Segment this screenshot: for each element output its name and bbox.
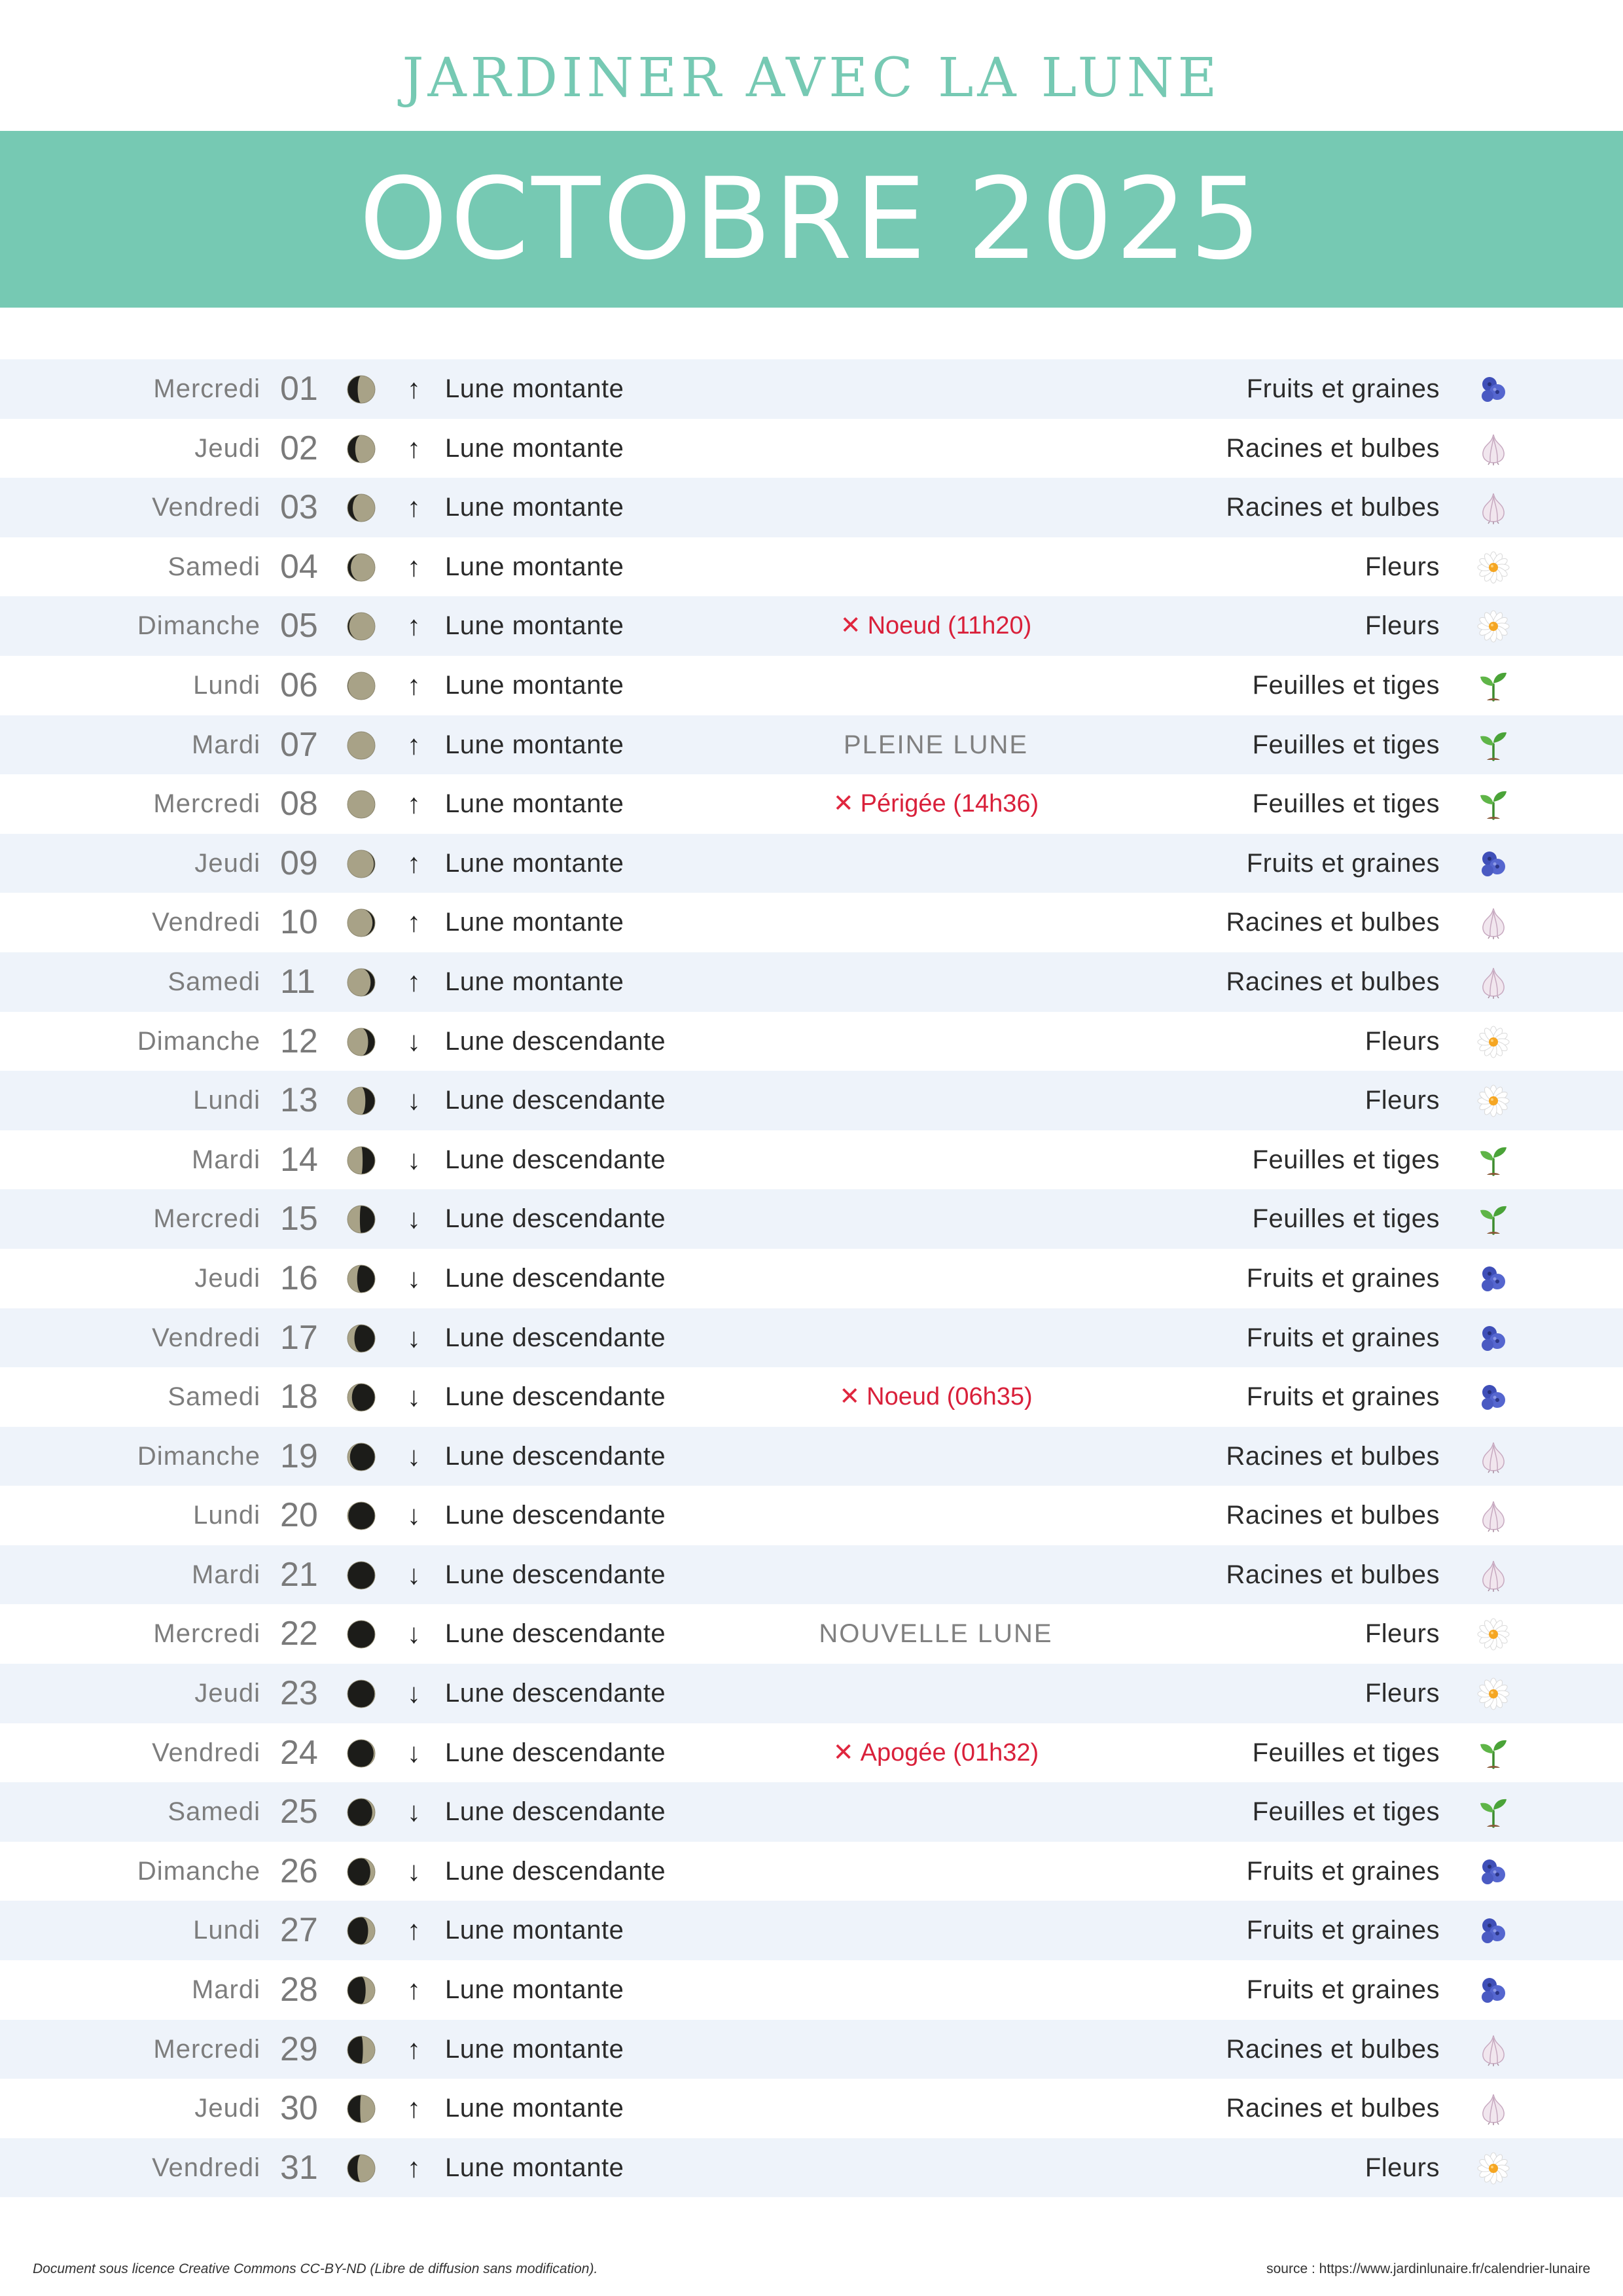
arrow-down-icon: ↓ (407, 1499, 421, 1531)
day-number: 11 (280, 962, 315, 1001)
plant-category: Fruits et graines (1246, 1856, 1440, 1886)
day-number: 01 (280, 370, 318, 408)
arrow-down-icon: ↓ (407, 1025, 421, 1056)
plant-category: Fleurs (1364, 1026, 1440, 1056)
alert-event (833, 774, 1039, 834)
arrow-down-icon: ↓ (407, 1558, 421, 1590)
plant-category: Fleurs (1364, 552, 1440, 581)
arrow-down-icon: ↓ (407, 1203, 421, 1234)
arrow-down-icon: ↓ (407, 1736, 421, 1768)
moon-phase-icon (347, 731, 376, 760)
table-row (0, 1901, 1623, 1960)
moon-direction: Lune descendante (445, 1086, 666, 1115)
garlic-icon (1476, 432, 1510, 466)
moon-direction: Lune montante (445, 1975, 624, 2005)
moon-direction: Lune descendante (445, 1797, 666, 1827)
day-name: Mercredi (153, 374, 260, 403)
table-row (0, 952, 1623, 1012)
moon-phase-icon (347, 1146, 376, 1175)
moon-phase-icon (347, 1857, 376, 1886)
event-text: Apogée (01h32) (860, 1738, 1039, 1767)
blueberry-icon (1476, 1914, 1510, 1948)
table-row (0, 1071, 1623, 1130)
day-name: Samedi (168, 1382, 260, 1412)
moon-phase-icon (347, 553, 376, 582)
moon-phase-icon (347, 908, 376, 937)
day-number: 24 (280, 1733, 318, 1772)
day-name: Jeudi (194, 1679, 260, 1708)
moon-phase-icon (347, 1561, 376, 1590)
day-name: Vendredi (152, 1738, 260, 1767)
moon-direction: Lune descendante (445, 1501, 666, 1530)
license-note: Document sous licence Creative Commons CC-BY-ND (Libre de diffusion sans modification). (33, 2261, 598, 2276)
sprout-icon (1476, 1202, 1510, 1236)
moon-phase-icon (347, 1501, 376, 1530)
day-number: 15 (280, 1200, 318, 1238)
moon-direction: Lune montante (445, 611, 624, 641)
table-row (0, 774, 1623, 834)
day-number: 12 (280, 1022, 318, 1060)
alert-event (839, 1367, 1032, 1427)
blueberry-icon (1476, 1321, 1510, 1355)
arrow-up-icon: ↑ (407, 906, 421, 938)
moon-direction: Lune montante (445, 848, 624, 878)
sprout-icon (1476, 1143, 1510, 1177)
day-name: Vendredi (152, 1323, 260, 1352)
plant-category: Fruits et graines (1246, 1975, 1440, 2005)
cross-icon: ✕ (839, 1383, 861, 1411)
table-row (0, 1189, 1623, 1249)
day-name: Mardi (191, 1560, 260, 1589)
arrow-down-icon: ↓ (407, 1796, 421, 1827)
daisy-icon (1476, 550, 1510, 584)
day-number: 17 (280, 1318, 318, 1357)
day-number: 23 (280, 1674, 318, 1713)
day-number: 07 (280, 725, 318, 764)
arrow-down-icon: ↓ (407, 1440, 421, 1471)
moon-direction: Lune montante (445, 433, 624, 463)
moon-phase-icon (347, 435, 376, 463)
moon-direction: Lune descendante (445, 1441, 666, 1471)
plant-category: Fruits et graines (1246, 1382, 1440, 1412)
day-number: 09 (280, 844, 318, 882)
day-name: Mardi (191, 1145, 260, 1174)
plant-category: Fruits et graines (1246, 848, 1440, 878)
arrow-down-icon: ↓ (407, 1381, 421, 1412)
moon-direction: Lune descendante (445, 1679, 666, 1708)
moon-direction: Lune descendante (445, 1738, 666, 1767)
moon-phase-label (819, 1604, 1052, 1664)
plant-category: Fleurs (1364, 611, 1440, 641)
day-name: Mercredi (153, 1619, 260, 1649)
table-row (0, 1367, 1623, 1427)
day-name: Mardi (191, 730, 260, 759)
page-title: JARDINER AVEC LA LUNE (402, 47, 1221, 109)
moon-phase-icon (347, 1028, 376, 1056)
cross-icon: ✕ (832, 1738, 854, 1767)
moon-phase-icon (347, 1916, 376, 1945)
event-text: Périgée (14h36) (860, 790, 1039, 818)
sprout-icon (1476, 728, 1510, 762)
moon-phase-icon (347, 1443, 376, 1471)
arrow-down-icon: ↓ (407, 1321, 421, 1353)
cross-icon: ✕ (832, 790, 854, 818)
plant-category: Feuilles et tiges (1252, 789, 1440, 819)
table-row (0, 834, 1623, 893)
table-row (0, 1960, 1623, 2020)
moon-phase-icon (347, 2036, 376, 2064)
plant-category: Fruits et graines (1246, 1263, 1440, 1293)
day-name: Samedi (168, 967, 260, 996)
day-number: 25 (280, 1793, 318, 1831)
month-title: OCTOBRE 2025 (359, 153, 1264, 285)
table-row (0, 1782, 1623, 1842)
moon-phase-label (844, 715, 1028, 775)
plant-category: Fruits et graines (1246, 374, 1440, 403)
sprout-icon (1476, 669, 1510, 703)
moon-direction: Lune descendante (445, 1619, 666, 1649)
day-name: Lundi (193, 1086, 260, 1115)
arrow-up-icon: ↑ (407, 728, 421, 760)
day-name: Jeudi (194, 433, 260, 463)
plant-category: Racines et bulbes (1226, 493, 1440, 522)
event-text: Noeud (06h35) (866, 1383, 1033, 1411)
table-row (0, 2079, 1623, 2138)
plant-category: Racines et bulbes (1226, 1501, 1440, 1530)
day-number: 03 (280, 488, 318, 527)
table-row (0, 1664, 1623, 1723)
moon-phase-icon (347, 493, 376, 522)
moon-phase-icon (347, 2094, 376, 2123)
plant-category: Feuilles et tiges (1252, 670, 1440, 700)
moon-direction: Lune descendante (445, 1145, 666, 1174)
table-row (0, 1427, 1623, 1486)
blueberry-icon (1476, 1380, 1510, 1414)
moon-direction: Lune montante (445, 493, 624, 522)
day-number: 18 (280, 1378, 318, 1416)
day-name: Jeudi (194, 1263, 260, 1293)
table-row (0, 359, 1623, 419)
table-row (0, 596, 1623, 656)
month-banner (0, 131, 1623, 308)
event-text: Noeud (11h20) (867, 612, 1032, 640)
day-number: 20 (280, 1496, 318, 1535)
moon-phase-icon (347, 968, 376, 997)
table-row (0, 1249, 1623, 1308)
day-number: 29 (280, 2030, 318, 2068)
cross-icon: ✕ (840, 612, 861, 640)
table-row (0, 1486, 1623, 1545)
garlic-icon (1476, 906, 1510, 940)
moon-direction: Lune descendante (445, 1382, 666, 1412)
sprout-icon (1476, 1795, 1510, 1829)
arrow-up-icon: ↑ (407, 373, 421, 404)
plant-category: Racines et bulbes (1226, 2094, 1440, 2123)
moon-direction: Lune montante (445, 2034, 624, 2064)
moon-direction: Lune montante (445, 789, 624, 819)
moon-direction: Lune montante (445, 552, 624, 581)
arrow-up-icon: ↑ (407, 2092, 421, 2124)
day-name: Vendredi (152, 908, 260, 937)
day-name: Dimanche (137, 1026, 260, 1056)
event-text: PLEINE LUNE (843, 730, 1029, 759)
table-row (0, 1012, 1623, 1071)
moon-direction: Lune montante (445, 908, 624, 937)
day-number: 16 (280, 1259, 318, 1297)
table-row (0, 1842, 1623, 1901)
table-row (0, 478, 1623, 537)
garlic-icon (1476, 2033, 1510, 2067)
moon-phase-icon (347, 1976, 376, 2005)
moon-phase-icon (347, 1620, 376, 1649)
sprout-icon (1476, 787, 1510, 821)
plant-category: Fleurs (1364, 2153, 1440, 2182)
blueberry-icon (1476, 1855, 1510, 1889)
moon-direction: Lune descendante (445, 1856, 666, 1886)
day-number: 08 (280, 785, 318, 823)
moon-direction: Lune montante (445, 374, 624, 403)
arrow-up-icon: ↑ (407, 1914, 421, 1946)
day-name: Lundi (193, 670, 260, 700)
table-row (0, 2020, 1623, 2079)
plant-category: Fleurs (1364, 1619, 1440, 1649)
moon-direction: Lune descendante (445, 1560, 666, 1589)
daisy-icon (1476, 1025, 1510, 1059)
table-row (0, 2138, 1623, 2198)
plant-category: Feuilles et tiges (1252, 1738, 1440, 1767)
moon-direction: Lune montante (445, 2094, 624, 2123)
moon-phase-icon (347, 1383, 376, 1412)
plant-category: Racines et bulbes (1226, 967, 1440, 996)
moon-phase-icon (347, 375, 376, 404)
day-number: 02 (280, 429, 318, 467)
table-row (0, 419, 1623, 478)
arrow-up-icon: ↑ (407, 965, 421, 997)
blueberry-icon (1476, 372, 1510, 406)
day-name: Samedi (168, 552, 260, 581)
arrow-down-icon: ↓ (407, 1677, 421, 1709)
arrow-up-icon: ↑ (407, 492, 421, 523)
day-name: Vendredi (152, 493, 260, 522)
arrow-up-icon: ↑ (407, 2151, 421, 2183)
plant-category: Feuilles et tiges (1252, 1145, 1440, 1174)
garlic-icon (1476, 965, 1510, 999)
moon-phase-icon (347, 850, 376, 878)
event-text: NOUVELLE LUNE (819, 1619, 1053, 1649)
day-name: Dimanche (137, 1856, 260, 1886)
plant-category: Racines et bulbes (1226, 908, 1440, 937)
moon-direction: Lune montante (445, 967, 624, 996)
day-name: Lundi (193, 1501, 260, 1530)
garlic-icon (1476, 2092, 1510, 2126)
blueberry-icon (1476, 1973, 1510, 2007)
arrow-up-icon: ↑ (407, 2033, 421, 2064)
plant-category: Fruits et graines (1246, 1323, 1440, 1352)
day-number: 30 (280, 2089, 318, 2128)
blueberry-icon (1476, 1262, 1510, 1296)
arrow-down-icon: ↓ (407, 1085, 421, 1116)
source-link[interactable]: source : https://www.jardinlunaire.fr/calendrier-lunaire (1266, 2261, 1590, 2276)
plant-category: Fleurs (1364, 1679, 1440, 1708)
moon-phase-icon (347, 612, 376, 641)
moon-phase-icon (347, 1739, 376, 1768)
arrow-up-icon: ↑ (407, 432, 421, 463)
garlic-icon (1476, 1440, 1510, 1474)
blueberry-icon (1476, 847, 1510, 881)
arrow-up-icon: ↑ (407, 550, 421, 582)
table-row (0, 1308, 1623, 1368)
table-row (0, 537, 1623, 597)
day-number: 13 (280, 1081, 318, 1120)
day-name: Vendredi (152, 2153, 260, 2182)
day-number: 19 (280, 1437, 318, 1475)
moon-phase-icon (347, 672, 376, 700)
moon-direction: Lune descendante (445, 1026, 666, 1056)
garlic-icon (1476, 491, 1510, 525)
table-row (0, 1723, 1623, 1783)
arrow-down-icon: ↓ (407, 1262, 421, 1293)
day-number: 14 (280, 1140, 318, 1179)
day-name: Jeudi (194, 848, 260, 878)
arrow-up-icon: ↑ (407, 847, 421, 878)
arrow-up-icon: ↑ (407, 669, 421, 700)
plant-category: Feuilles et tiges (1252, 730, 1440, 759)
plant-category: Feuilles et tiges (1252, 1797, 1440, 1827)
arrow-up-icon: ↑ (407, 788, 421, 819)
daisy-icon (1476, 1617, 1510, 1651)
day-number: 06 (280, 666, 318, 704)
moon-direction: Lune descendante (445, 1263, 666, 1293)
moon-direction: Lune montante (445, 730, 624, 759)
table-row (0, 715, 1623, 775)
plant-category: Racines et bulbes (1226, 2034, 1440, 2064)
moon-phase-icon (347, 1265, 376, 1293)
daisy-icon (1476, 2151, 1510, 2185)
daisy-icon (1476, 609, 1510, 643)
arrow-down-icon: ↓ (407, 1143, 421, 1175)
daisy-icon (1476, 1677, 1510, 1711)
plant-category: Racines et bulbes (1226, 1560, 1440, 1589)
table-row (0, 656, 1623, 715)
moon-phase-icon (347, 1798, 376, 1827)
garlic-icon (1476, 1558, 1510, 1592)
arrow-down-icon: ↓ (407, 1855, 421, 1886)
alert-event (840, 596, 1032, 656)
day-number: 31 (280, 2148, 318, 2187)
day-name: Mardi (191, 1975, 260, 2005)
day-number: 05 (280, 607, 318, 645)
moon-phase-icon (347, 790, 376, 819)
moon-direction: Lune montante (445, 2153, 624, 2182)
moon-phase-icon (347, 1205, 376, 1234)
day-name: Dimanche (137, 1441, 260, 1471)
calendar-table (0, 359, 1623, 2197)
sprout-icon (1476, 1736, 1510, 1770)
arrow-up-icon: ↑ (407, 610, 421, 641)
table-row (0, 893, 1623, 952)
moon-direction: Lune montante (445, 670, 624, 700)
table-row (0, 1545, 1623, 1605)
day-number: 28 (280, 1971, 318, 2009)
plant-category: Racines et bulbes (1226, 1441, 1440, 1471)
moon-phase-icon (347, 2154, 376, 2183)
day-number: 04 (280, 547, 318, 586)
garlic-icon (1476, 1499, 1510, 1533)
plant-category: Fruits et graines (1246, 1916, 1440, 1945)
plant-category: Fleurs (1364, 1086, 1440, 1115)
moon-direction: Lune descendante (445, 1323, 666, 1352)
arrow-up-icon: ↑ (407, 1974, 421, 2005)
table-row (0, 1604, 1623, 1664)
moon-direction: Lune montante (445, 1916, 624, 1945)
day-number: 22 (280, 1615, 318, 1653)
day-name: Mercredi (153, 1204, 260, 1234)
plant-category: Feuilles et tiges (1252, 1204, 1440, 1234)
day-name: Mercredi (153, 789, 260, 819)
alert-event (833, 1723, 1039, 1783)
moon-phase-icon (347, 1679, 376, 1708)
day-name: Jeudi (194, 2094, 260, 2123)
day-number: 10 (280, 903, 318, 942)
moon-phase-icon (347, 1324, 376, 1353)
table-row (0, 1130, 1623, 1190)
day-name: Dimanche (137, 611, 260, 641)
day-number: 27 (280, 1911, 318, 1950)
day-name: Lundi (193, 1916, 260, 1945)
day-name: Mercredi (153, 2034, 260, 2064)
day-number: 26 (280, 1852, 318, 1890)
moon-phase-icon (347, 1086, 376, 1115)
day-number: 21 (280, 1555, 318, 1594)
plant-category: Racines et bulbes (1226, 433, 1440, 463)
moon-direction: Lune descendante (445, 1204, 666, 1234)
day-name: Samedi (168, 1797, 260, 1827)
arrow-down-icon: ↓ (407, 1618, 421, 1649)
daisy-icon (1476, 1084, 1510, 1118)
